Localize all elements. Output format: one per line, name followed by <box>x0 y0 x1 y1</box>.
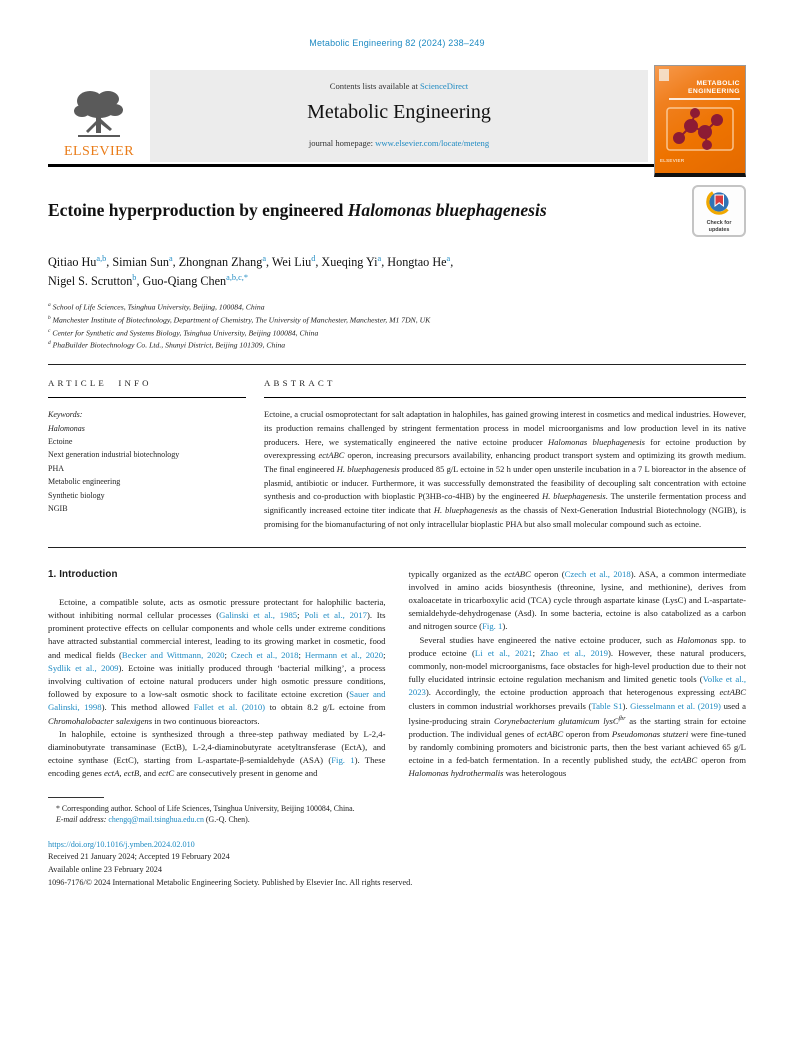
keyword-item: Synthetic biology <box>48 490 105 500</box>
corresponding-author-note: * Corresponding author. School of Life Sciences, Tsinghua University, Beijing 100084, China. <box>56 803 355 813</box>
keyword-item: Next generation industrial biotechnology <box>48 450 180 460</box>
cover-subtitle-rule <box>669 98 740 100</box>
page-citation: Metabolic Engineering 82 (2024) 238–249 <box>309 38 485 48</box>
authors-line-2: Nigel S. Scrutton$^b$, Guo-Qiang Chen$^{a,b,c,*}$ <box>48 273 248 289</box>
cover-title: METABOLIC ENGINEERING <box>688 80 740 95</box>
affiliation-item: $^c$ Center for Synthetic and Systems Biology, Tsinghua University, Beijing 100084, China <box>48 327 319 338</box>
journal-cover-thumbnail[interactable] <box>654 65 746 177</box>
keyword-item: Ectoine <box>48 437 73 446</box>
citation-link[interactable]: Galinski et al., 1985 <box>219 609 298 620</box>
crossmark-icon <box>706 189 732 220</box>
homepage-line <box>150 138 648 148</box>
citation-link[interactable]: Fallet et al. (2010) <box>193 702 266 713</box>
keyword-item: NGIB <box>48 504 68 514</box>
citation-link[interactable]: Fig. 1 <box>482 621 503 632</box>
abstract-heading: ABSTRACT <box>264 378 336 389</box>
elsevier-tree-icon <box>68 87 130 143</box>
footnote-rule <box>48 797 104 798</box>
article-footer <box>48 839 746 889</box>
author-list <box>48 251 746 289</box>
article-info-column <box>48 365 246 531</box>
citation-link[interactable]: Fig. 1 <box>331 755 355 766</box>
body-column-right <box>409 568 747 781</box>
citation-link[interactable]: Sauer and Galinski, 1998 <box>48 689 386 713</box>
abstract-text: Ectoine, a crucial osmoprotectant for salt adaptation in halophiles, has gained growing interest in cosmetics and medical industries. However, its production remains challenged by stringent fermentation process in model microorganisms and low production level in its native producers. Here, we systematically engineered the native ectoine producer Halomonas bluephagenesis for ectoine production by overexpressing ectABC operon, increasing precursors availability, enhancing product transport system and optimizing its growth medium. The final engineered H. bluephagenesis produced 85 g/L ectoine in 52 h under open unsterile incubation in a 7 L bioreactor in the absence of plasmid, antibiotic or inducer. Furthermore, it was successfully demonstrated the feasibility of decoupling salt concentration with ectoine synthesis and co-production with bioplastic P(3HB-co-4HB) by the engineered H. bluephagenesis. The unsterile fermentation process and significantly increased ectoine titer indicate that H. bluephagenesis as the chassis of Next-Generation Industrial Biotechnology (NGIB), is promising for the biomanufacturing of not only intracellular bioplastic PHA but also small molecular compound such as ectoine. <box>264 409 747 529</box>
homepage-prefix: journal homepage: <box>308 138 376 148</box>
homepage-link[interactable]: www.elsevier.com/locate/meteng <box>375 138 490 148</box>
affiliation-item: $^b$ Manchester Institute of Biotechnology, Department of Chemistry, The University of Manchester, Manchester, M1 7DN, UK <box>48 314 431 325</box>
affiliation-item: $^d$ PhaBuilder Biotechnology Co. Ltd., Shunyi District, Beijing 101309, China <box>48 340 286 350</box>
cover-issn-block <box>659 69 669 81</box>
sciencedirect-link[interactable]: ScienceDirect <box>420 81 469 91</box>
citation-link[interactable]: chengq@mail.tsinghua.edu.cn <box>108 815 204 825</box>
contents-line <box>150 81 648 91</box>
affiliation-item: $^a$ School of Life Sciences, Tsinghua University, Beijing, 100084, China <box>48 302 265 312</box>
issn-copyright: 1096-7176/© 2024 International Metabolic Engineering Society. Published by Elsevier Inc. All rights reserved. <box>48 877 413 887</box>
affiliations <box>48 300 746 351</box>
citation-link[interactable]: Table S1 <box>591 700 623 711</box>
article-info-rule <box>48 397 246 398</box>
keyword-item: Metabolic engineering <box>48 477 121 487</box>
citation-link[interactable]: Zhao et al., 2019 <box>540 647 608 658</box>
abstract-bottom-divider <box>48 547 746 548</box>
body-paragraph: Ectoine, a compatible solute, acts as osmotic pressure protectant for halophilic bacteria, without inhibiting normal cellular processes (Galinski et al., 1985; Poli et al., 2017). Its prominent protective effects on cellular components and whole cells under extreme conditions have attracted substantial commercial interest, leading to its growing market in cosmetic, food and medical fields (Becker and Wittmann, 2020; Czech et al., 2018; Hermann et al., 2020; Sydlik et al., 2009). Ectoine was initially produced through ‘bacterial milking’, a process involving cultivation of ectoine natural producers under high osmotic pressure conditions, followed by exposure to a low-salt osmotic shock to facilitate ectoine excretion (Sauer and Galinski, 1998). This method allowed Fallet et al. (2010) to obtain 8.2 g/L ectoine from Chromohalobacter salexigens in two continuous bioreactors. <box>48 596 386 726</box>
introduction-heading: 1. Introduction <box>48 568 118 580</box>
elsevier-logo[interactable] <box>48 70 150 162</box>
article-info-heading: ARTICLE INFO <box>48 378 152 389</box>
journal-title: Metabolic Engineering <box>307 101 491 123</box>
citation-link[interactable]: Li et al., 2021 <box>474 647 533 658</box>
keyword-item: PHA <box>48 463 65 473</box>
body-paragraph: typically organized as the ectABC operon (Czech et al., 2018). ASA, a common intermediate involved in amino acids biosynthesis (threonine, lysine, and methionine), derives from oxaloacetate in tricarboxylic acid (TCA) cycle through aspartate kinase (LysC) and L-aspartate-semialdehyde-dehydrogenase (Asd). In some bacteria, ectoine is also catabolized as a carbon and nitrogen source (Fig. 1). <box>408 568 747 632</box>
header-divider <box>48 164 746 167</box>
footnote-block <box>48 797 746 826</box>
article-title: Ectoine hyperproduction by engineered Halomonas bluephagenesis <box>48 200 547 220</box>
cover-molecule-icon <box>655 104 745 156</box>
citation-link[interactable]: Czech et al., 2018 <box>564 568 631 579</box>
check-for-updates-badge[interactable] <box>692 185 746 237</box>
citation-link[interactable]: Sydlik et al., 2009 <box>48 662 119 673</box>
check-badge-label: Check for updates <box>706 220 732 233</box>
citation-link[interactable]: Hermann et al., 2020 <box>304 649 384 660</box>
keyword-item: Halomonas <box>48 423 85 433</box>
cover-elsevier-mark: ELSEVIER <box>660 158 685 164</box>
keywords-label: Keywords: <box>48 410 83 420</box>
body-column-left <box>48 568 386 781</box>
received-dates: Received 21 January 2024; Accepted 19 February 2024 <box>48 852 230 862</box>
email-note: E-mail address: chengq@mail.tsinghua.edu.cn (G.-Q. Chen). <box>56 815 250 825</box>
citation-link[interactable]: Giesselmann et al. (2019) <box>630 700 721 711</box>
citation-link[interactable]: Becker and Wittmann, 2020 <box>121 649 225 660</box>
authors-line-1: Qitiao Hu$^{a,b}$, Simian Sun$^a$, Zhongnan Zhang$^a$, Wei Liu$^d$, Xueqing Yi$^a$, Hongtao He$^a$, <box>48 254 454 270</box>
elsevier-wordmark: ELSEVIER <box>63 144 135 159</box>
abstract-rule <box>264 397 746 398</box>
contents-prefix: Contents lists available at <box>329 81 420 91</box>
doi-link[interactable]: https://doi.org/10.1016/j.ymben.2024.02.010 <box>48 839 195 849</box>
keywords-block <box>48 408 246 515</box>
abstract-column <box>264 365 746 531</box>
body-paragraph: In halophile, ectoine is synthesized through a three-step pathway mediated by L-2,4-diaminobutyrate transaminase (EctB), L-2,4-diaminobutyrate acetyltransferase (EctA), and ectoine synthase (EctC), starting from L-aspartate-β-semialdehyde (ASA) (Fig. 1). These encoding genes ectA, ectB, and ectC are consecutively present in genome and <box>48 728 386 779</box>
citation-link[interactable]: Poli et al., 2017 <box>304 609 367 620</box>
citation-link[interactable]: Volke et al., 2023 <box>408 674 746 698</box>
journal-header <box>48 70 746 162</box>
body-paragraph: Several studies have engineered the native ectoine producer, such as Halomonas spp. to produce ectoine (Li et al., 2021; Zhao et al., 2019). However, these natural producers, commonly, non-model microorganisms, face obstacles for high-level production due to their not fully elucidated intrinsic ectoine regulation mechanism and limited genetic tools (Volke et al., 2023). Accordingly, the ectoine production approach that heterogenous expressing ectABC clusters in common industrial workhorses prevails (Table S1). Giesselmann et al. (2019) used a lysine-producing strain Corynebacterium glutamicum lysC$^{fbr}$ as the starting strain for ectoine production. The individual genes of ectABC operon from Pseudomonas stutzeri were fine-tuned by randomly combining promoters and bicistronic parts, then the best variant achieved 65 g/L ectoine in a fed-batch fermentation. In a recently published study, the ectABC operon from Halomonas hydrothermalis was heterologous <box>408 634 747 779</box>
citation-link[interactable]: Czech et al., 2018 <box>230 649 299 660</box>
keywords-list <box>48 422 246 516</box>
available-online: Available online 23 February 2024 <box>48 865 162 875</box>
header-banner <box>150 70 648 162</box>
